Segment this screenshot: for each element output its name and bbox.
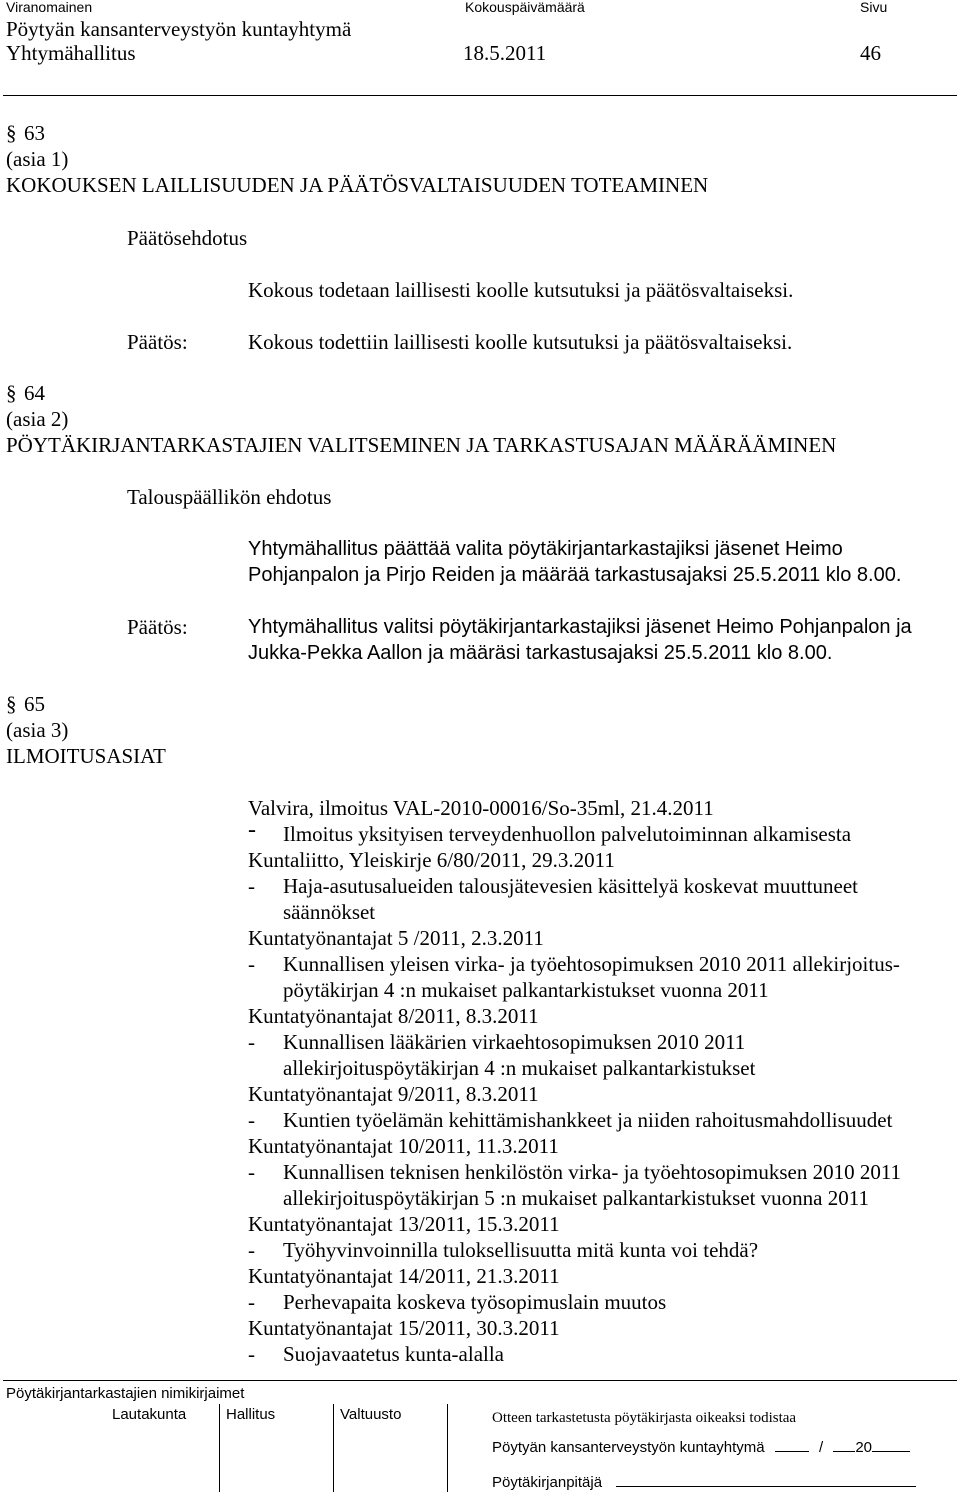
section-63-asia: (asia 1) bbox=[6, 147, 69, 171]
notice-source: Kuntaliitto, Yleiskirje 6/80/2011, 29.3.2011 bbox=[248, 848, 615, 872]
notice-item-line: Perhevapaita koskeva työsopimuslain muutos bbox=[283, 1290, 667, 1314]
bullet-dash-icon: - bbox=[248, 1290, 255, 1314]
header-rule bbox=[3, 95, 957, 96]
header-page-number: 46 bbox=[860, 41, 881, 65]
notice-item-line: Kunnallisen yleisen virka- ja työehtosopimuksen 2010 2011 allekirjoitus- bbox=[283, 952, 900, 976]
section-64-decision-line: Jukka-Pekka Aallon ja määräsi tarkastusajaksi 25.5.2011 klo 8.00. bbox=[248, 642, 833, 664]
footer-keeper: Pöytäkirjanpitäjä bbox=[492, 1472, 916, 1492]
section-64-proposal-label: Talouspäällikön ehdotus bbox=[127, 485, 332, 509]
section-63-proposal-text: Kokous todetaan laillisesti koolle kutsutuksi ja päätösvaltaiseksi. bbox=[248, 278, 794, 302]
section-65-asia: (asia 3) bbox=[6, 718, 69, 742]
footer-col-valtuusto: Valtuusto bbox=[340, 1406, 402, 1423]
section-64-proposal-line: Yhtymähallitus päättää valita pöytäkirjantarkastajiksi jäsenet Heimo bbox=[248, 538, 843, 560]
section-63-title: KOKOUKSEN LAILLISUUDEN JA PÄÄTÖSVALTAISUUDEN TOTEAMINEN bbox=[6, 173, 709, 197]
bullet-dash-icon: - bbox=[248, 1160, 255, 1184]
bullet-dash-icon: - bbox=[248, 1342, 255, 1366]
section-64-decision-label: Päätös: bbox=[127, 615, 188, 639]
signature-blank bbox=[833, 1437, 855, 1452]
bullet-dash-icon: - bbox=[248, 874, 255, 898]
header-meeting-date: 18.5.2011 bbox=[463, 41, 547, 65]
signature-blank bbox=[872, 1437, 910, 1452]
signature-blank bbox=[616, 1472, 916, 1487]
section-63-decision-label: Päätös: bbox=[127, 330, 188, 354]
header-page-label: Sivu bbox=[860, 0, 888, 15]
notice-source: Kuntatyönantajat 14/2011, 21.3.2011 bbox=[248, 1264, 560, 1288]
notice-item-line: Työhyvinvoinnilla tuloksellisuutta mitä kunta voi tehdä? bbox=[283, 1238, 759, 1262]
notice-source: Kuntatyönantajat 8/2011, 8.3.2011 bbox=[248, 1004, 539, 1028]
section-63-proposal-label: Päätösehdotus bbox=[127, 226, 248, 250]
footer-divider bbox=[219, 1404, 220, 1492]
notice-source: Kuntatyönantajat 9/2011, 8.3.2011 bbox=[248, 1082, 539, 1106]
notice-source: Valvira, ilmoitus VAL-2010-00016/So-35ml, 21.4.2011 bbox=[248, 796, 714, 820]
footer-col-lautakunta: Lautakunta bbox=[112, 1406, 187, 1423]
section-63-number: § 63 bbox=[6, 121, 45, 145]
footer-certify-organization: Pöytyän kansanterveystyön kuntayhtymä / 20 bbox=[492, 1437, 910, 1457]
notice-item-line: pöytäkirjan 4 :n mukaiset palkantarkistukset vuonna 2011 bbox=[283, 978, 769, 1002]
section-sign-icon: § bbox=[6, 692, 17, 716]
signature-blank bbox=[775, 1437, 809, 1452]
section-64-asia: (asia 2) bbox=[6, 407, 69, 431]
section-sign-icon: § bbox=[6, 121, 17, 145]
footer-signatures-label: Pöytäkirjantarkastajien nimikirjaimet bbox=[6, 1385, 245, 1402]
notice-item-line: Ilmoitus yksityisen terveydenhuollon palvelutoiminnan alkamisesta bbox=[283, 822, 852, 846]
notice-source: Kuntatyönantajat 10/2011, 11.3.2011 bbox=[248, 1134, 559, 1158]
notice-item-line: Haja-asutusalueiden talousjätevesien käsittelyä koskevat muuttuneet bbox=[283, 874, 858, 898]
section-64-number: § 64 bbox=[6, 381, 45, 405]
header-authority-label: Viranomainen bbox=[6, 0, 93, 15]
section-sign-icon: § bbox=[6, 381, 17, 405]
footer-col-hallitus: Hallitus bbox=[226, 1406, 276, 1423]
section-65-title: ILMOITUSASIAT bbox=[6, 744, 166, 768]
bullet-dash-icon: - bbox=[248, 1030, 255, 1054]
section-64-proposal-line: Pohjanpalon ja Pirjo Reiden ja määrää tarkastusajaksi 25.5.2011 klo 8.00. bbox=[248, 564, 902, 586]
bullet-dash-icon: - bbox=[248, 1238, 255, 1262]
notice-item-line: Suojavaatetus kunta-alalla bbox=[283, 1342, 505, 1366]
header-body-name: Yhtymähallitus bbox=[6, 41, 136, 65]
section-65-number: § 65 bbox=[6, 692, 45, 716]
notice-source: Kuntatyönantajat 13/2011, 15.3.2011 bbox=[248, 1212, 560, 1236]
section-64-decision-line: Yhtymähallitus valitsi pöytäkirjantarkastajiksi jäsenet Heimo Pohjanpalon ja bbox=[248, 616, 912, 638]
notice-item-line: Kuntien työelämän kehittämishankkeet ja niiden rahoitusmahdollisuudet bbox=[283, 1108, 893, 1132]
footer-certify-text: Otteen tarkastetusta pöytäkirjasta oikeaksi todistaa bbox=[492, 1410, 797, 1426]
header-date-label: Kokouspäivämäärä bbox=[465, 0, 585, 15]
footer-rule bbox=[3, 1380, 957, 1381]
header-organization: Pöytyän kansanterveystyön kuntayhtymä bbox=[6, 17, 352, 41]
section-64-title: PÖYTÄKIRJANTARKASTAJIEN VALITSEMINEN JA TARKASTUSAJAN MÄÄRÄÄMINEN bbox=[6, 433, 837, 457]
footer-divider bbox=[447, 1404, 448, 1492]
notice-source: Kuntatyönantajat 15/2011, 30.3.2011 bbox=[248, 1316, 560, 1340]
bullet-dash-icon: - bbox=[248, 1108, 255, 1132]
notice-item-line: allekirjoituspöytäkirjan 5 :n mukaiset palkantarkistukset vuonna 2011 bbox=[283, 1186, 869, 1210]
notice-item-line: allekirjoituspöytäkirjan 4 :n mukaiset palkantarkistukset bbox=[283, 1056, 756, 1080]
section-63-decision-text: Kokous todettiin laillisesti koolle kutsutuksi ja päätösvaltaiseksi. bbox=[248, 330, 793, 354]
footer-divider bbox=[333, 1404, 334, 1492]
notice-source: Kuntatyönantajat 5 /2011, 2.3.2011 bbox=[248, 926, 544, 950]
notice-item-line: Kunnallisen teknisen henkilöstön virka- ja työehtosopimuksen 2010 2011 bbox=[283, 1160, 902, 1184]
bullet-dash-icon: - bbox=[248, 952, 255, 976]
bullet-dash-icon: - bbox=[248, 817, 256, 843]
notice-item-line: säännökset bbox=[283, 900, 376, 924]
notice-item-line: Kunnallisen lääkärien virkaehtosopimuksen 2010 2011 bbox=[283, 1030, 746, 1054]
